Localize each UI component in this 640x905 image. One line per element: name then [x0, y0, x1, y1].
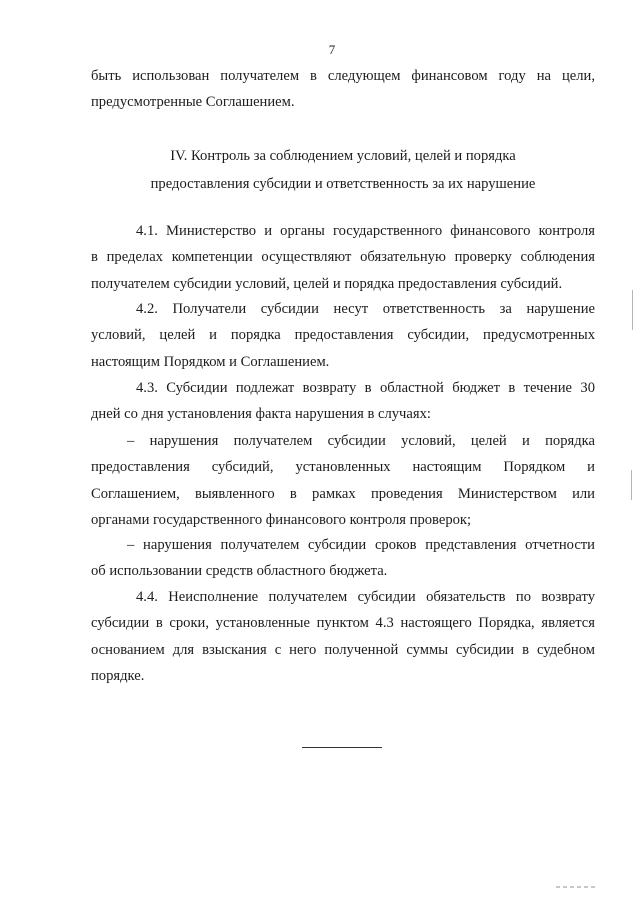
dash1-line-2: предоставления субсидий, установленных настоящим Порядком и	[91, 459, 595, 476]
paragraph-4-4	[91, 584, 595, 689]
page-number: 7	[328, 42, 336, 57]
p44-line-1: 4.4. Неисполнение получателем субсидии обязательств по возврату	[136, 589, 595, 605]
p41-line-2: в пределах компетенции осуществляют обязательную проверку соблюдения	[91, 249, 595, 266]
p43-line-2: дней со дня установления факта нарушения в случаях:	[91, 406, 431, 423]
p43-line-1: 4.3. Субсидии подлежат возврату в областной бюджет в течение 30	[136, 380, 595, 396]
dash2-line-2: об использовании средств областного бюджета.	[91, 563, 388, 580]
section-heading	[91, 142, 595, 198]
end-separator-line	[302, 747, 382, 748]
p41-line-1: 4.1. Министерство и органы государственного финансового контроля	[136, 223, 595, 239]
intro-line-1: быть использован получателем в следующем финансовом году на цели,	[91, 68, 595, 84]
p42-line-2: условий, целей и порядка предоставления субсидии, предусмотренных	[91, 327, 595, 344]
p41-line-3: получателем субсидии условий, целей и порядка предоставления субсидий.	[91, 275, 563, 292]
p44-line-4: порядке.	[91, 667, 145, 684]
section-title-line-2: предоставления субсидии и ответственность за их нарушение	[150, 176, 536, 192]
p42-line-3: настоящим Порядком и Соглашением.	[91, 353, 330, 370]
dash1-line-1: – нарушения получателем субсидии условий, целей и порядка	[127, 433, 595, 449]
scan-edge-mark	[632, 290, 633, 330]
scan-corner-mark	[556, 886, 596, 888]
dash1-line-4: органами государственного финансового контроля проверок;	[91, 511, 472, 528]
intro-paragraph	[91, 63, 595, 116]
scan-edge-mark	[631, 470, 632, 500]
p42-line-1: 4.2. Получатели субсидии несут ответственность за нарушение	[136, 301, 595, 317]
dash1-line-3: Соглашением, выявленного в рамках проведения Министерством или	[91, 485, 595, 502]
paragraph-4-1	[91, 218, 595, 297]
paragraph-4-2	[91, 296, 595, 375]
p44-line-2: субсидии в сроки, установленные пунктом 4.3 настоящего Порядка, является	[91, 615, 595, 632]
list-item-violation-conditions	[91, 428, 595, 533]
section-title-line-1: IV. Контроль за соблюдением условий, целей и порядка	[170, 148, 516, 164]
p44-line-3: основанием для взыскания с него полученной суммы субсидии в судебном	[91, 641, 595, 658]
paragraph-4-3	[91, 375, 595, 428]
intro-line-2: предусмотренные Соглашением.	[91, 94, 295, 111]
dash2-line-1: – нарушения получателем субсидии сроков представления отчетности	[127, 537, 595, 553]
list-item-violation-reporting	[91, 532, 595, 585]
